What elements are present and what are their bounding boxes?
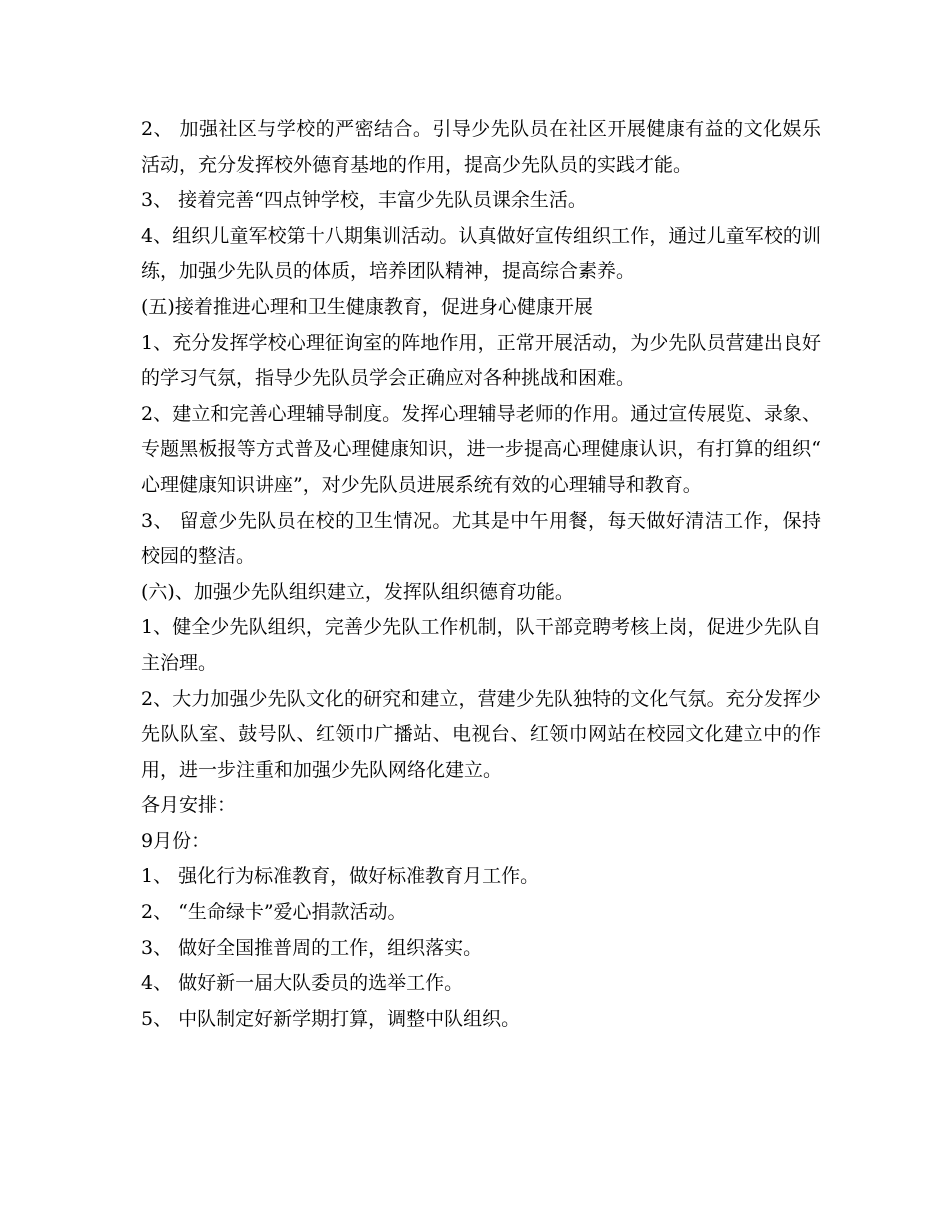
list-item: 5、 中队制定好新学期打算，调整中队组织。 bbox=[141, 1007, 521, 1030]
paragraph-culture-building: 2、大力加强少先队文化的研究和建立，营建少先队独特的文化气氛。充分发挥少先队队室、鼓号队、红领巾广播站、电视台、红领巾网站在校园文化建立中的作用，进一步注重和加强少先队网络化建立。 bbox=[141, 687, 821, 781]
paragraph-four-oclock-school: 3、 接着完善“四点钟学校，丰富少先队员课余生活。 bbox=[141, 189, 587, 212]
list-item: 1、 强化行为标准教育，做好标准教育月工作。 bbox=[141, 865, 540, 888]
list-item: 4、 做好新一届大队委员的选举工作。 bbox=[141, 972, 464, 995]
paragraph-counseling-room: 1、充分发挥学校心理征询室的阵地作用，正常开展活动，为少先队员营建出良好的学习气氛，指导少先队员学会正确应对各种挑战和困难。 bbox=[141, 331, 821, 390]
paragraph-hygiene: 3、 留意少先队员在校的卫生情况。尤其是中午用餐，每天做好清洁工作，保持校园的整洁。 bbox=[141, 509, 821, 568]
list-item: 2、 “生命绿卡”爱心捐款活动。 bbox=[141, 901, 407, 924]
document-body bbox=[141, 112, 821, 1037]
paragraph-organization-mechanism: 1、健全少先队组织，完善少先队工作机制，队干部竞聘考核上岗，促进少先队自主治理。 bbox=[141, 616, 821, 674]
paragraph-community-school: 2、 加强社区与学校的严密结合。引导少先队员在社区开展健康有益的文化娱乐活动，充分发挥校外德育基地的作用，提高少先队员的实践才能。 bbox=[141, 118, 821, 176]
month-heading-september: 9月份： bbox=[141, 829, 211, 852]
monthly-schedule-heading: 各月安排： bbox=[141, 794, 237, 817]
paragraph-military-school: 4、组织儿童军校第十八期集训活动。认真做好宣传组织工作，通过儿童军校的训练，加强少先队员的体质，培养团队精神，提高综合素养。 bbox=[141, 224, 821, 283]
section-heading-organization: (六)、加强少先队组织建立，发挥队组织德育功能。 bbox=[141, 580, 574, 603]
list-item: 3、 做好全国推普周的工作，组织落实。 bbox=[141, 936, 483, 959]
section-heading-health-education: (五)接着推进心理和卫生健康教育，促进身心健康开展 bbox=[141, 295, 593, 318]
paragraph-counseling-system: 2、建立和完善心理辅导制度。发挥心理辅导老师的作用。通过宣传展览、录象、专题黑板报等方式普及心理健康知识，进一步提高心理健康认识，有打算的组织“心理健康知识讲座”，对少先队员进展系统有效的心理辅导和教育。 bbox=[141, 402, 821, 496]
